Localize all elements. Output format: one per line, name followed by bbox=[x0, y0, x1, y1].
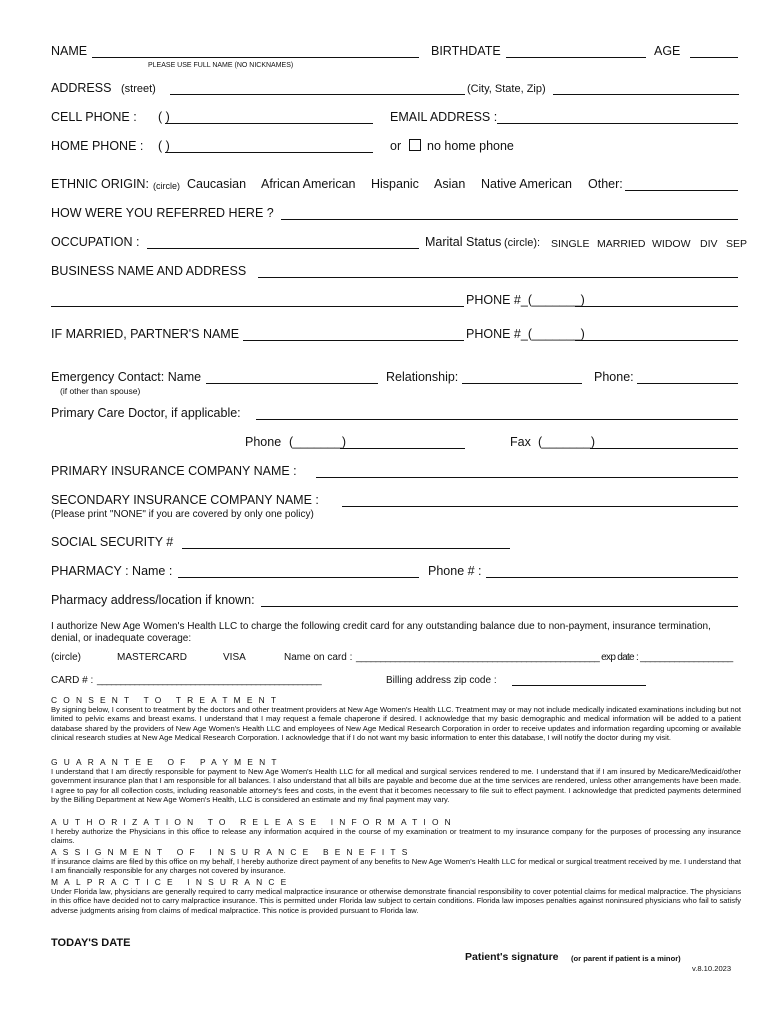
name-field[interactable] bbox=[92, 57, 419, 58]
version-label: v.8.10.2023 bbox=[692, 964, 732, 973]
assignment-text: If insurance claims are filed by this office on my behalf, I hereby authorize direct payment of any benefits to New Age Women's Health LLC for medical or surgical treatment received by me. I understand that I am financially responsible for any charges not covered by insurance. bbox=[51, 857, 742, 876]
marital-status-label: Marital Status bbox=[425, 235, 502, 249]
no-home-phone-checkbox[interactable] bbox=[409, 139, 421, 151]
cell-phone-paren: ( ) bbox=[158, 110, 170, 124]
cell-phone-field[interactable] bbox=[165, 123, 373, 124]
home-phone-label: HOME PHONE : bbox=[51, 139, 144, 153]
guarantee-text: I understand that I am directly responsible for payment to New Age Women's Health LLC for all medical and surgical services rendered to me. I understand that if I am insured by Medicare/Medicaid/other government insurance plan that I am responsible for all balances. I also understand that all bills are payable and become due at the time services are rendered, unless other arrangements have been made. I agree to pay for all collection costs, including reasonable attorney's fees and costs, in the event that it becomes necessary to file suit to effect payment. I acknowledge that predicted payments determined by the Billing Department at New Age Women's Health, LLC is considered an estimate and my final payment may vary. bbox=[51, 767, 741, 805]
name-note: PLEASE USE FULL NAME (NO NICKNAMES) bbox=[148, 62, 294, 69]
marital-circle-note: (circle): bbox=[504, 237, 541, 249]
release-heading: AUTHORIZATION TO RELEASE INFORMATION bbox=[51, 817, 457, 827]
street-field[interactable] bbox=[170, 94, 465, 95]
relationship-label: Relationship: bbox=[386, 370, 459, 384]
doctor-fax-paren: (_______) bbox=[538, 435, 595, 449]
signature-note: (or parent if patient is a minor) bbox=[571, 954, 681, 963]
secondary-insurance-label: SECONDARY INSURANCE COMPANY NAME : bbox=[51, 493, 319, 507]
doctor-phone-field[interactable] bbox=[340, 448, 465, 449]
city-state-zip-label: (City, State, Zip) bbox=[467, 83, 546, 95]
assignment-heading: ASSIGNMENT OF INSURANCE BENEFITS bbox=[51, 847, 414, 857]
pharmacy-phone-field[interactable] bbox=[486, 577, 738, 578]
emergency-name-field[interactable] bbox=[206, 383, 378, 384]
address-label: ADDRESS bbox=[51, 81, 112, 95]
ssn-label: SOCIAL SECURITY # bbox=[51, 535, 174, 549]
emergency-phone-label: Phone: bbox=[594, 370, 634, 384]
business-phone-label: PHONE #_(_______) bbox=[466, 293, 585, 307]
or-label: or bbox=[390, 139, 402, 153]
no-home-phone-label: no home phone bbox=[427, 139, 514, 153]
ethnic-option-caucasian[interactable]: Caucasian bbox=[187, 177, 247, 191]
ethnic-option-native-american[interactable]: Native American bbox=[481, 177, 573, 191]
name-on-card-expdate-line[interactable]: __________________________________________________ exp date : ___________________ bbox=[356, 652, 733, 663]
billing-zip-label: Billing address zip code : bbox=[386, 675, 497, 686]
billing-zip-field[interactable] bbox=[512, 685, 646, 686]
home-phone-field[interactable] bbox=[165, 152, 373, 153]
ethnic-origin-label: ETHNIC ORIGIN: bbox=[51, 177, 149, 191]
card-number-label: CARD # : bbox=[51, 675, 94, 686]
primary-doctor-label: Primary Care Doctor, if applicable: bbox=[51, 406, 241, 420]
city-field[interactable] bbox=[553, 94, 739, 95]
marital-option-single[interactable]: SINGLE bbox=[551, 238, 590, 250]
secondary-insurance-field[interactable] bbox=[342, 506, 738, 507]
business-phone-field[interactable] bbox=[575, 306, 738, 307]
ethnic-other-field[interactable] bbox=[625, 190, 738, 191]
doctor-phone-label: Phone bbox=[245, 435, 282, 449]
consent-text: By signing below, I consent to treatment by the doctors and other treatment providers at New Age Women's Health LLC. Treatment may or may not include medically indicated examinations including but not limited to pelvic exams and breast exams. I understand that I may request a female chaperone if desired. I acknowledge that my basic demographic and medical information will be added to a patient database shared by the providers of New Age Women's Health LLC and employees of New Age Medical Research Corporation in order to receive updates and information regarding upcoming or available clinical research studies at New Age Medical Research Corporation. I acknowledge that if I do not want my basic information to enter this database, I will notify the doctor during my visit. bbox=[51, 705, 741, 743]
home-phone-paren: ( ) bbox=[158, 139, 170, 153]
address-street-note: (street) bbox=[121, 83, 156, 95]
credit-card-authorization: I authorize New Age Women's Health LLC to charge the following credit card for any outstanding balance due to non-payment, insurance termination, denial, or inadequate coverage: bbox=[51, 621, 711, 644]
emergency-contact-label: Emergency Contact: Name bbox=[51, 370, 202, 384]
primary-doctor-field[interactable] bbox=[256, 419, 738, 420]
business-field[interactable] bbox=[258, 277, 738, 278]
name-on-card-label: Name on card : bbox=[284, 652, 353, 663]
patient-signature-label: Patient's signature bbox=[465, 951, 559, 963]
birthdate-field[interactable] bbox=[506, 57, 646, 58]
doctor-fax-field[interactable] bbox=[590, 448, 738, 449]
marital-option-widow[interactable]: WIDOW bbox=[652, 238, 691, 250]
partner-name-field[interactable] bbox=[243, 340, 464, 341]
name-label: NAME bbox=[51, 44, 88, 58]
ethnic-circle-note: (circle) bbox=[153, 181, 180, 191]
malpractice-heading: MALPRACTICE INSURANCE bbox=[51, 877, 293, 887]
doctor-fax-label: Fax bbox=[510, 435, 531, 449]
ethnic-option-hispanic[interactable]: Hispanic bbox=[371, 177, 419, 191]
pharmacy-phone-label: Phone # : bbox=[428, 564, 482, 578]
ethnic-option-african-american[interactable]: African American bbox=[261, 177, 356, 191]
partner-phone-field[interactable] bbox=[575, 340, 738, 341]
guarantee-heading: GUARANTEE OF PAYMENT bbox=[51, 757, 283, 767]
pharmacy-address-field[interactable] bbox=[261, 606, 738, 607]
todays-date-label: TODAY'S DATE bbox=[51, 937, 131, 949]
birthdate-label: BIRTHDATE bbox=[431, 44, 501, 58]
card-number-line[interactable]: ________________________________________________ bbox=[97, 675, 321, 686]
email-label: EMAIL ADDRESS : bbox=[390, 110, 498, 124]
consent-heading: CONSENT TO TREATMENT bbox=[51, 695, 283, 705]
doctor-phone-paren: (_______) bbox=[289, 435, 346, 449]
primary-insurance-label: PRIMARY INSURANCE COMPANY NAME : bbox=[51, 464, 297, 478]
age-field[interactable] bbox=[690, 57, 738, 58]
business-address-field[interactable] bbox=[51, 306, 464, 307]
primary-insurance-field[interactable] bbox=[316, 477, 738, 478]
relationship-field[interactable] bbox=[462, 383, 582, 384]
release-text: I hereby authorize the Physicians in this office to release any information acquired in the course of my examination or treatment to my insurance company for the purposes of processing any insurance claims. bbox=[51, 827, 741, 846]
business-label: BUSINESS NAME AND ADDRESS bbox=[51, 264, 247, 278]
occupation-field[interactable] bbox=[147, 248, 419, 249]
emergency-phone-field[interactable] bbox=[637, 383, 738, 384]
email-field[interactable] bbox=[497, 123, 738, 124]
malpractice-text: Under Florida law, physicians are generally required to carry medical malpractice insurance or otherwise demonstrate financial responsibility to cover potential claims for medical malpractice. The physicians in this office have decided not to carry malpractice insurance. This is permitted under Florida law subject to certain conditions. Florida law imposes penalties against noninsured physicians who fail to satisfy adverse judgments arising from claims of medical malpractice. This notice is provided pursuant to Florida law. bbox=[51, 887, 741, 915]
marital-option-married[interactable]: MARRIED bbox=[597, 238, 646, 250]
emergency-note: (if other than spouse) bbox=[60, 386, 141, 396]
ethnic-option-asian[interactable]: Asian bbox=[434, 177, 466, 191]
ethnic-option-other[interactable]: Other: bbox=[588, 177, 623, 191]
ssn-field[interactable] bbox=[182, 548, 510, 549]
cell-phone-label: CELL PHONE : bbox=[51, 110, 137, 124]
referred-label: HOW WERE YOU REFERRED HERE ? bbox=[51, 206, 274, 220]
card-option-visa[interactable]: VISA bbox=[223, 652, 246, 663]
marital-option-sep[interactable]: SEP bbox=[726, 238, 748, 250]
partner-phone-label: PHONE #_(_______) bbox=[466, 327, 585, 341]
referred-field[interactable] bbox=[281, 219, 738, 220]
pharmacy-name-field[interactable] bbox=[178, 577, 419, 578]
card-option-mastercard[interactable]: MASTERCARD bbox=[117, 652, 188, 663]
age-label: AGE bbox=[654, 44, 681, 58]
card-circle-note: (circle) bbox=[51, 652, 81, 663]
occupation-label: OCCUPATION : bbox=[51, 235, 140, 249]
marital-option-div[interactable]: DIV bbox=[700, 238, 718, 250]
pharmacy-address-label: Pharmacy address/location if known: bbox=[51, 593, 255, 607]
pharmacy-label: PHARMACY : Name : bbox=[51, 564, 173, 578]
partner-label: IF MARRIED, PARTNER'S NAME bbox=[51, 327, 240, 341]
secondary-insurance-note: (Please print "NONE" if you are covered by only one policy) bbox=[51, 509, 314, 520]
